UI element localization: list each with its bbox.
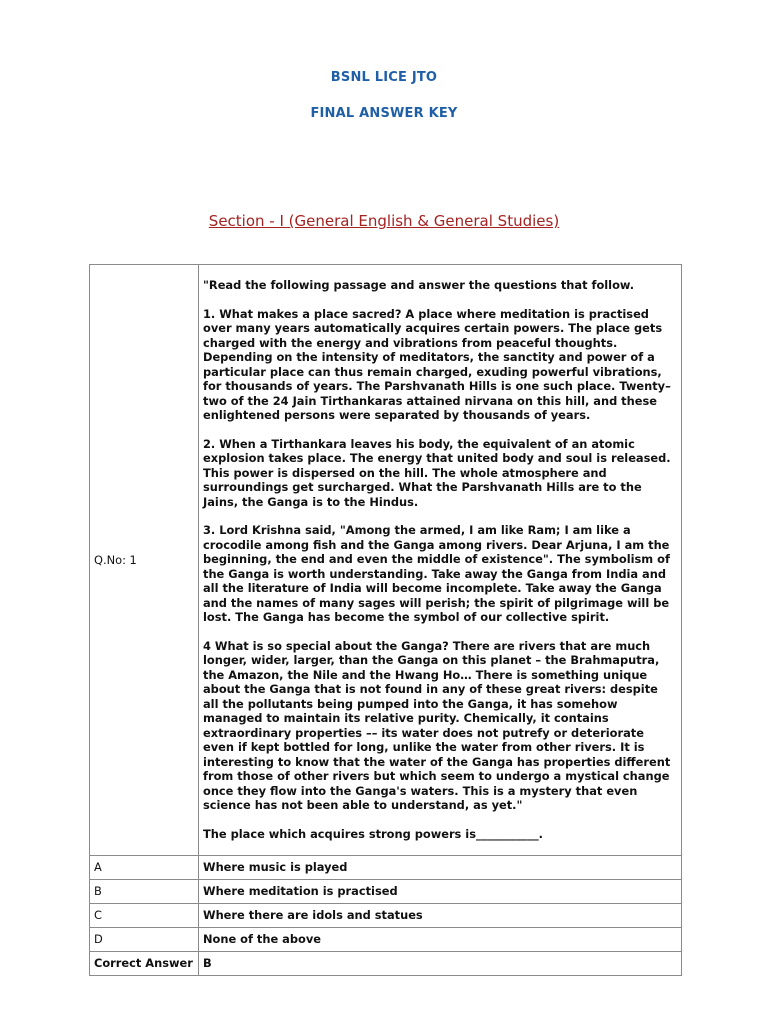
option-label: D [90, 928, 199, 952]
question-stem: The place which acquires strong powers is___________. [203, 826, 543, 841]
option-row-a [90, 856, 682, 880]
option-text: None of the above [199, 928, 682, 952]
passage-intro: "Read the following passage and answer the questions that follow. [203, 278, 635, 292]
question-row [90, 265, 682, 856]
passage-paragraph-3: 3. Lord Krishna said, "Among the armed, I am like Ram; I am like a crocodile among fish and the Ganga among rivers. Dear Arjuna, I am the beginning, the end and even the middle of existence". The symbolism of the Ganga is worth understanding. Take away the Ganga from India and all the literature of India will become incomplete. Take away the Ganga and the names of many sages will perish; the spirit of pilgrimage will be lost. The Ganga has become the symbol of our collective spirit. [203, 523, 670, 624]
passage-paragraph-1: 1. What makes a place sacred? A place where meditation is practised over many years automatically acquires certain powers. The place gets charged with the energy and vibrations from peaceful thoughts. Depending on the intensity of meditators, the sanctity and power of a particular place can thus remain charged, exuding powerful vibrations, for thousands of years. The Parshvanath Hills is one such place. Twenty–two of the 24 Jain Tirthankaras attained nirvana on this hill, and these enlightened persons were separated by thousands of years. [203, 306, 671, 422]
passage-paragraph-4: 4 What is so special about the Ganga? There are rivers that are much longer, wider, larger, than the Ganga on this planet – the Brahmaputra, the Amazon, the Nile and the Hwang Ho… There is something unique about the Ganga that is not found in any of these great rivers: despite all the pollutants being pumped into the Ganga, it has somehow managed to maintain its relative purity. Chemically, it contains extraordinary properties –– its water does not putrefy or deteriorate even if kept bottled for long, unlike the water from other rivers. It is interesting to know that the water of the Ganga has properties different from those of other rivers but which seem to undergo a mystical change once they flow into the Ganga's waters. This is a mystery that even science has not been able to understand, as yet." [203, 638, 671, 812]
question-table [89, 264, 682, 976]
document-title: BSNL LICE JTO [330, 70, 438, 85]
option-label: B [90, 880, 199, 904]
option-label: A [90, 856, 199, 880]
answer-row [90, 952, 682, 976]
option-text: Where there are idols and statues [199, 904, 682, 928]
section-heading: Section - I (General English & General Studies) [208, 212, 560, 230]
option-row-b [90, 880, 682, 904]
option-label: C [90, 904, 199, 928]
document-subtitle: FINAL ANSWER KEY [310, 106, 458, 121]
passage-paragraph-2: 2. When a Tirthankara leaves his body, the equivalent of an atomic explosion takes place. The energy that united body and soul is released. This power is dispersed on the hill. The whole atmosphere and surroundings get surcharged. What the Parshvanath Hills are to the Jains, the Ganga is to the Hindus. [203, 436, 671, 509]
answer-value: B [199, 952, 682, 976]
option-row-c [90, 904, 682, 928]
option-text: Where music is played [199, 856, 682, 880]
option-row-d [90, 928, 682, 952]
answer-label: Correct Answer [90, 952, 199, 976]
question-passage [199, 265, 682, 856]
question-number: Q.No: 1 [90, 265, 199, 856]
option-text: Where meditation is practised [199, 880, 682, 904]
